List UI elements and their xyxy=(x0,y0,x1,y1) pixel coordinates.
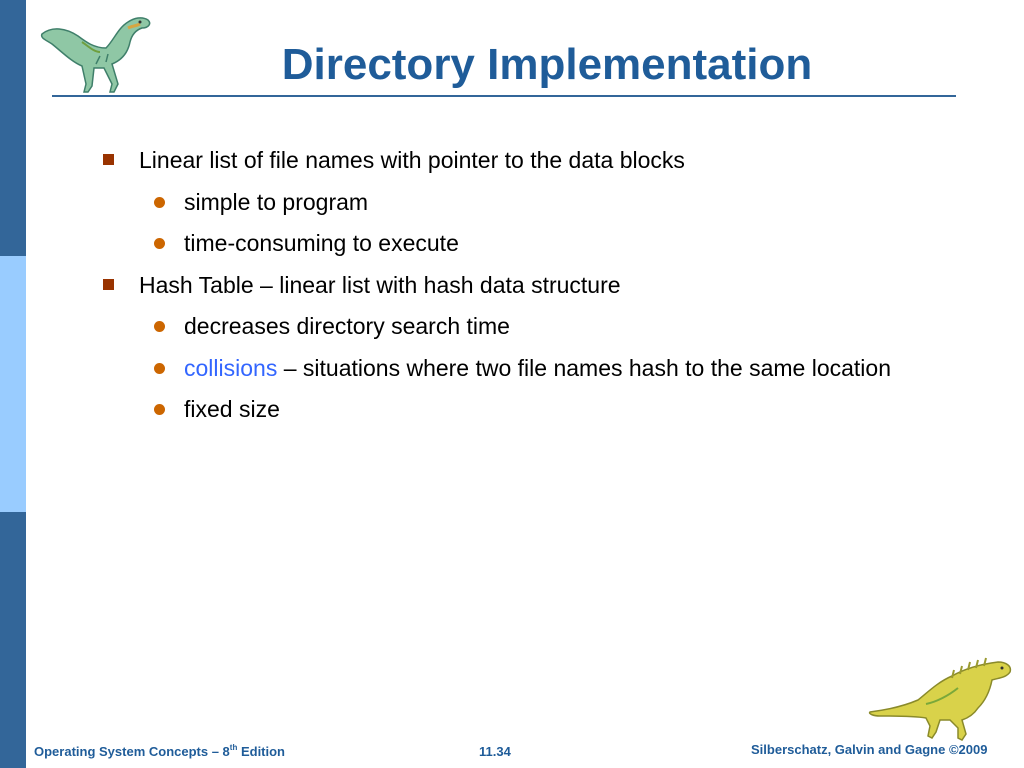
list-item xyxy=(0,223,1024,265)
title-divider xyxy=(52,95,956,97)
bullet-text: Hash Table – linear list with hash data structure xyxy=(139,271,621,298)
list-item xyxy=(0,348,1024,390)
list-item xyxy=(0,265,1024,307)
sub-bullet-text xyxy=(184,348,891,388)
collisions-description: – situations where two file names hash to the same location xyxy=(277,354,891,381)
slide-title: Directory Implementation xyxy=(281,40,813,89)
footer-authors: Silberschatz, Galvin and Gagne ©2009 xyxy=(751,742,988,757)
square-bullet-icon xyxy=(103,154,114,165)
bullet-list xyxy=(0,140,1024,431)
dinosaur-icon xyxy=(866,656,1016,742)
square-bullet-icon xyxy=(103,279,114,290)
round-bullet-icon xyxy=(154,363,165,374)
collisions-term: collisions xyxy=(184,354,278,381)
round-bullet-icon xyxy=(154,238,165,249)
list-item xyxy=(0,306,1024,348)
sub-bullet-text: decreases directory search time xyxy=(184,313,510,339)
bullet-text: Linear list of file names with pointer to the data blocks xyxy=(139,147,685,173)
sub-bullet-text: time-consuming to execute xyxy=(184,230,459,256)
list-item xyxy=(0,140,1024,182)
round-bullet-icon xyxy=(154,321,165,332)
list-item xyxy=(0,182,1024,224)
footer-course-name: Operating System Concepts – 8 xyxy=(34,744,230,759)
footer-superscript: th xyxy=(229,743,238,752)
footer-course-title xyxy=(34,743,285,761)
footer-edition: Edition xyxy=(237,744,286,759)
round-bullet-icon xyxy=(154,404,165,415)
sub-bullet-text: fixed size xyxy=(184,396,280,422)
round-bullet-icon xyxy=(154,197,165,208)
list-item xyxy=(0,389,1024,431)
page-number: 11.34 xyxy=(479,744,511,759)
sub-bullet-text: simple to program xyxy=(184,188,369,215)
